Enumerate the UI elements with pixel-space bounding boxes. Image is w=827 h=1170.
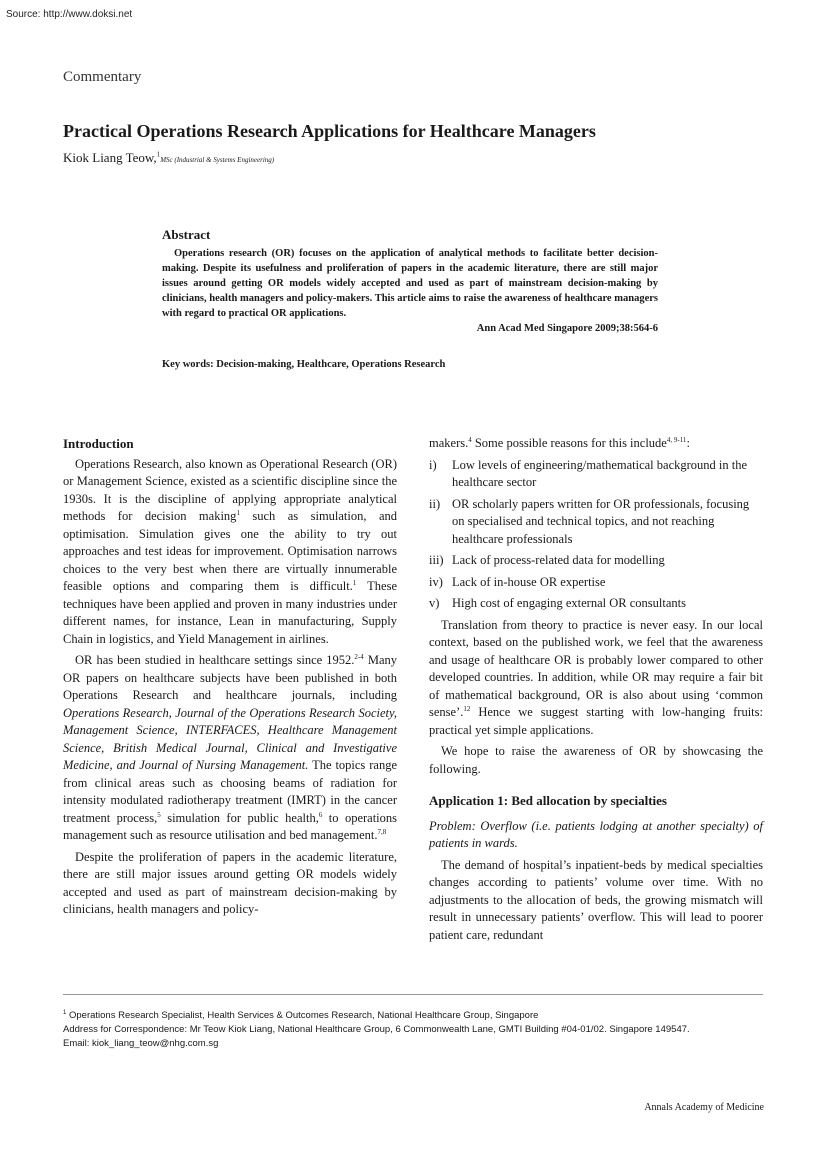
footnote-address: Address for Correspondence: Mr Teow Kiok Liang, National Healthcare Group, 6 Commonwealth Lane, GMTI Building #04-01/02. Singapore 149547. xyxy=(63,1024,690,1036)
journal-list: Operations Research, Journal of the Operations Research Society, Management Science, INTERFACES, Healthcare Management Science, British Medical Journal, Clinical and Investigative Medicine, and Journal of Nursing Management. xyxy=(63,705,397,772)
bed-demand-paragraph: The demand of hospital’s inpatient-beds by medical specialties changes according to patients’ volume over time. With no adjustments to the allocation of beds, the growing mismatch will result in unnecessary patients’ overflow. This will lead to poorer patient care, redundant xyxy=(429,857,763,942)
intro-paragraph-3: Despite the proliferation of papers in the academic literature, there are still major issues around getting OR models widely accepted and used as part of mainstream decision-making by clinicians, health managers and policy- xyxy=(63,849,397,916)
list-item: ii) OR scholarly papers written for OR professionals, focusing on specialised and technical topics, and not reaching healthcare professionals xyxy=(429,496,750,546)
list-item: iii) Lack of process-related data for modelling xyxy=(429,553,665,567)
author-degree: MSc (Industrial & Systems Engineering) xyxy=(160,156,275,164)
journal-footer: Annals Academy of Medicine xyxy=(644,1102,764,1113)
translation-paragraph: Translation from theory to practice is never easy. In our local context, based on the published work, we feel that the awareness and usage of healthcare OR is probably lower compared to other developed countries. In addition, while OR may require a fair bit of mathematical background, OR is also about using ‘common sense’.$^{12}$ Hence we suggest starting with low-hanging fruits: practical yet simple applications. xyxy=(429,617,763,737)
footnote-affiliation: $^1$ Operations Research Specialist, Health Services & Outcomes Research, National Healthcare Group, Singapore xyxy=(63,1010,539,1022)
left-column xyxy=(63,435,397,923)
intro-paragraph-2: OR has been studied in healthcare settings since 1952.$^{2-4}$ Many OR papers on healthcare subjects have been published in both Operations Research and healthcare journals, including Operations Research, Journal of the Operations Research Society, Management Science, INTERFACES, Healthcare Management Science, British Medical Journal, Clinical and Investigative Medicine, and Journal of Nursing Management. The topics range from clinical areas such as choosing beams of radiation for intensity modulated radiotherapy treatment (IMRT) in the cancer treatment process,$^5$ simulation for public health,$^6$ to operations management such as resource utilisation and bed management.$^{7,8}$ xyxy=(63,652,398,842)
list-item: iv) Lack of in-house OR expertise xyxy=(429,574,606,589)
footnotes xyxy=(63,1006,763,1051)
problem-statement: Problem: Overflow (i.e. patients lodging at another specialty) of patients in wards. xyxy=(429,818,763,850)
footnote-email: Email: kiok_liang_teow@nhg.com.sg xyxy=(63,1038,219,1050)
reasons-list xyxy=(429,457,763,613)
abstract-heading: Abstract xyxy=(162,227,211,242)
intro-paragraph-1: Operations Research, also known as Operational Research (OR) or Management Science, existed as a scientific discipline since the 1930s. It is the discipline of applying appropriate analytical methods for decision making$^1$ such as simulation, and optimisation. Simulation gives one the ability to try out approaches and test ideas for improvement. Optimisation narrows choices to the very best when there are virtually innumerable feasible options and comparing them is difficult.$^1$ These techniques have been applied and proven in many industries under different names, for instance, Lean in manufacturing, Supply Chain in logistics, and Yield Management in airlines. xyxy=(63,456,397,646)
introduction-heading: Introduction xyxy=(63,436,134,451)
right-column xyxy=(429,435,763,948)
abstract-text: Operations research (OR) focuses on the application of analytical methods to facilitate better decision-making. Despite its usefulness and proliferation of papers in the academic literature, there are still major issues around getting OR models widely accepted and used as part of mainstream decision-making by clinicians, health managers and policy-makers. This article aims to raise the awareness of healthcare managers with regard to practical OR applications. xyxy=(162,248,658,319)
author-affiliation-marker: 1 xyxy=(156,150,161,159)
article-title: Practical Operations Research Applications for Healthcare Managers xyxy=(63,121,596,141)
list-item: v) High cost of engaging external OR consultants xyxy=(429,596,686,610)
list-item: i) Low levels of engineering/mathematical background in the healthcare sector xyxy=(429,457,748,489)
author-name: Kiok Liang Teow, xyxy=(63,150,157,165)
author-line xyxy=(63,150,274,166)
abstract xyxy=(162,227,658,334)
section-label: Commentary xyxy=(63,69,142,85)
application-1-heading: Application 1: Bed allocation by specialties xyxy=(429,793,667,808)
awareness-paragraph: We hope to raise the awareness of OR by showcasing the following. xyxy=(429,744,763,776)
source-url: Source: http://www.doksi.net xyxy=(6,9,133,20)
citation: Ann Acad Med Singapore 2009;38:564-6 xyxy=(476,323,658,334)
keywords: Key words: Decision-making, Healthcare, Operations Research xyxy=(162,359,446,370)
footnote-divider xyxy=(63,994,763,995)
continued-paragraph: makers.$^4$ Some possible reasons for this include$^{4, 9-11}$: xyxy=(429,435,690,450)
